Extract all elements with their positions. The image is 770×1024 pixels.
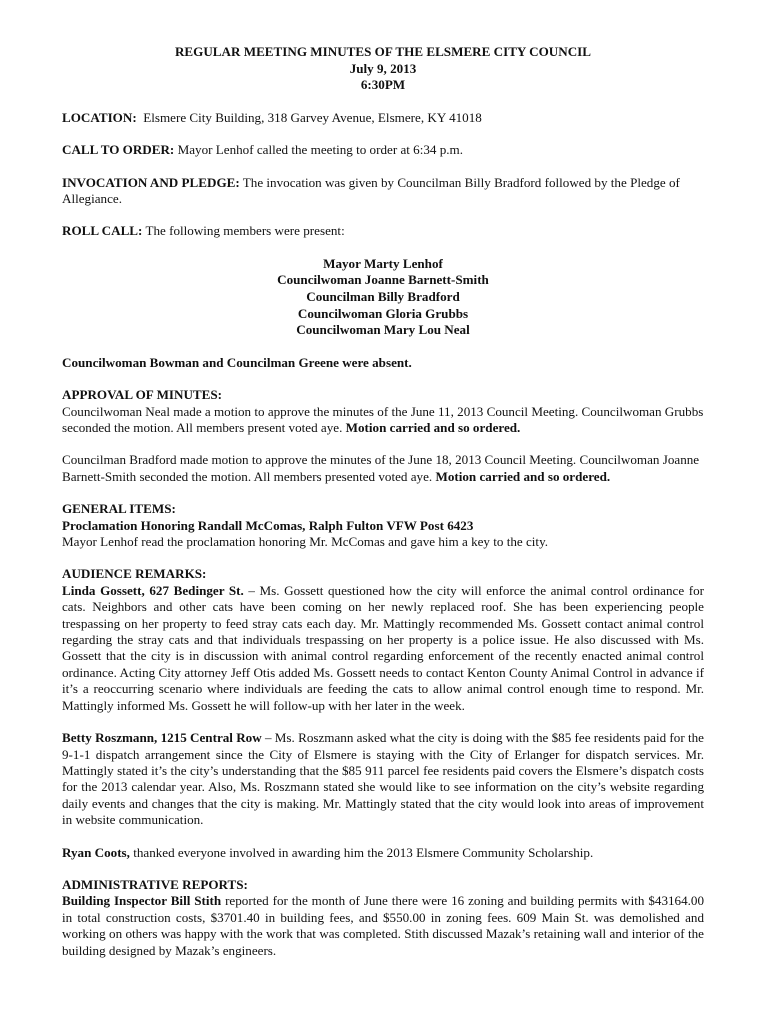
motion-result: Motion carried and so ordered.	[345, 420, 521, 435]
meeting-date: July 9, 2013	[349, 60, 417, 76]
speaker-name: Ryan Coots,	[62, 844, 130, 860]
section-heading: GENERAL ITEMS:	[62, 501, 176, 517]
roll-call-text: The following members were present:	[145, 223, 345, 239]
roll-call-label: ROLL CALL:	[62, 223, 143, 239]
invocation-text: The invocation was given by Councilman Billy Bradford followed by the Pledge of Allegiance.	[62, 174, 680, 206]
section-subheading: Proclamation Honoring Randall McComas, Ralph Fulton VFW Post 6423	[62, 517, 474, 533]
member-name: Councilwoman Gloria Grubbs	[297, 305, 469, 321]
invocation-label: INVOCATION AND PLEDGE:	[62, 174, 240, 190]
call-to-order-label: CALL TO ORDER:	[62, 142, 175, 158]
absent-members: Councilwoman Bowman and Councilman Greene were absent.	[62, 354, 412, 370]
location-label: LOCATION:	[62, 109, 137, 125]
roll-call-section	[62, 223, 704, 239]
call-to-order-section	[62, 142, 704, 158]
meeting-time: 6:30PM	[360, 77, 406, 93]
remark-paragraph: Betty Roszmann, 1215 Central Row – Ms. Roszmann asked what the city is doing with the $85 fee residents paid for the 9-1-1 dispatch arrangement since the City of Elsmere is staying with the City of Erlanger for dispatch services. Mr. Mattingly stated it’s the city’s understanding that the $85 911 parcel fee residents paid covers the Elsmere’s dispatch costs for the 2013 calendar year. Also, Ms. Roszmann stated she would like to see information on the city’s website regarding daily events and changes that the city is making. Mr. Mattingly stated that the city would look into areas of improvement in website communication.	[62, 730, 704, 828]
reporter-name: Building Inspector Bill Stith	[62, 893, 222, 909]
member-name: Councilwoman Joanne Barnett-Smith	[277, 272, 489, 288]
member-name: Councilman Billy Bradford	[306, 289, 460, 304]
invocation-section	[62, 175, 704, 208]
approval-of-minutes-section	[62, 387, 704, 485]
section-heading: APPROVAL OF MINUTES:	[62, 387, 223, 403]
document-title: REGULAR MEETING MINUTES OF THE ELSMERE CITY COUNCIL	[174, 44, 592, 59]
location-section	[62, 110, 704, 126]
member-name: Mayor Marty Lenhof	[323, 255, 443, 271]
general-items-section	[62, 501, 704, 550]
speaker-name: Betty Roszmann, 1215 Central Row	[62, 730, 262, 746]
members-present-list	[62, 256, 704, 339]
minutes-paragraph: Councilman Bradford made motion to approve the minutes of the June 18, 2013 Council Meeting. Councilwoman Joanne Barnett-Smith seconded the motion. All members presented voted aye. Motion carried and so ordered.	[62, 452, 700, 484]
report-paragraph: Building Inspector Bill Stith reported for the month of June there were 16 zoning and building permits with $43164.00 in total construction costs, $3701.40 in building fees, and $550.00 in zoning fees. 609 Main St. was demolished and working on others was happy with the work that was completed. Stith discussed Mazak’s retaining wall and interior of the building designed by Mazak’s engineers.	[62, 893, 704, 958]
section-heading: ADMINISTRATIVE REPORTS:	[62, 876, 248, 892]
member-name: Councilwoman Mary Lou Neal	[296, 322, 470, 338]
location-text: Elsmere City Building, 318 Garvey Avenue, Elsmere, KY 41018	[143, 109, 482, 125]
document-header	[62, 44, 704, 94]
section-heading: AUDIENCE REMARKS:	[62, 566, 207, 582]
audience-remarks-section	[62, 566, 704, 861]
motion-result: Motion carried and so ordered.	[435, 468, 611, 484]
minutes-paragraph: Councilwoman Neal made a motion to approve the minutes of the June 11, 2013 Council Meeting. Councilwoman Grubbs seconded the motion. All members present voted aye. Motion carried and so ordered.	[62, 403, 704, 435]
remark-paragraph: Linda Gossett, 627 Bedinger St. – Ms. Gossett questioned how the city will enforce the animal control ordinance for cats. Neighbors and other cats have been coming on her newly replaced roof. She has been experiencing people trespassing on her property to feed stray cats each day. Mr. Mattingly recommended Ms. Gossett contact animal control regarding the stray cats and that individuals trespassing on her property is a police issue. He also discussed with Ms. Gossett that the city is in discussion with animal control regarding enforcement of the recently enacted animal control ordinance. Acting City attorney Jeff Otis added Ms. Gossett needs to contact Kenton County Animal Control in advance if it’s a reoccurring scenario where individuals are feeding the cats to allow animal control enough time to respond. Mr. Mattingly informed Ms. Gossett he will follow-up with her later in the week.	[62, 582, 704, 713]
remark-paragraph: Ryan Coots, thanked everyone involved in awarding him the 2013 Elsmere Community Scholarship.	[62, 844, 594, 860]
minutes-document	[62, 44, 704, 959]
speaker-name: Linda Gossett, 627 Bedinger St.	[62, 582, 244, 598]
administrative-reports-section	[62, 877, 704, 959]
general-items-text: Mayor Lenhof read the proclamation honoring Mr. McComas and gave him a key to the city.	[62, 534, 549, 550]
call-to-order-text: Mayor Lenhof called the meeting to order at 6:34 p.m.	[177, 142, 464, 158]
